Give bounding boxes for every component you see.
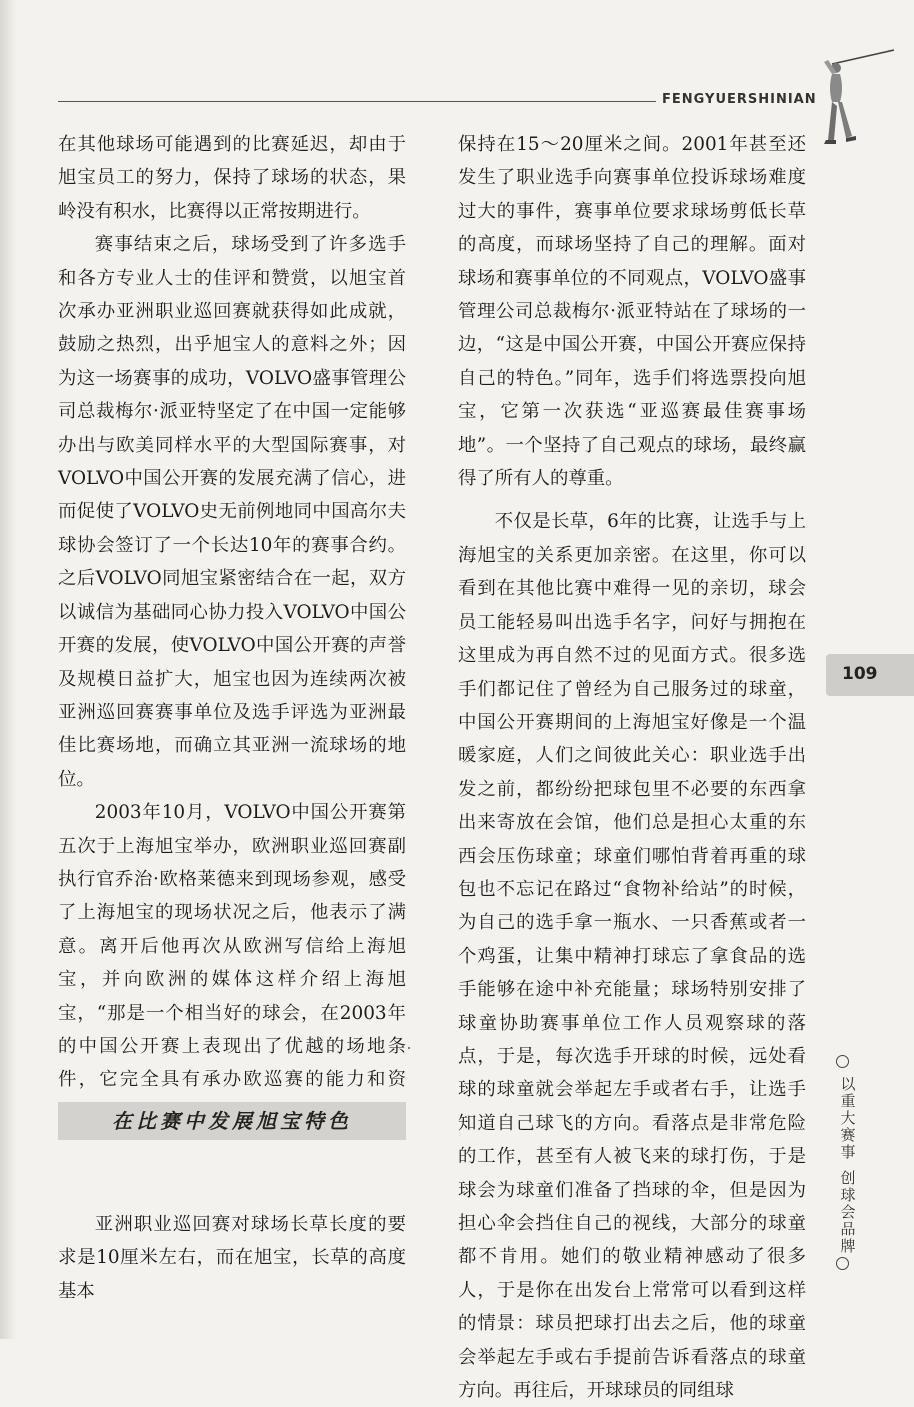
section-heading: 在比赛中发展旭宝特色 xyxy=(58,1102,406,1140)
section-body xyxy=(58,1208,406,1308)
paragraph: 2003年10月，VOLVO中国公开赛第五次于上海旭宝举办，欧洲职业巡回赛副执行官乔治·欧格莱德来到现场参观，感受了上海旭宝的现场状况之后，他表示了满意。离开后他再次从欧洲写信给上海旭宝，并向欧洲的媒体这样介绍上海旭宝，“那是一个相当好的球会，在2003年的中国公开赛上表现出了优越的场地条件，它完全具有承办欧巡赛的能力和资 xyxy=(58,802,406,1091)
circle-ornament-top xyxy=(836,1055,849,1068)
paragraph: 不仅是长草，6年的比赛，让选手与上海旭宝的关系更加亲密。在这里，你可以看到在其他比赛中难得一见的亲切，球会员工能轻易叫出选手名字，问好与拥抱在这里成为再自然不过的见面方式。很多选手们都记住了曾经为自己服务过的球童，中国公开赛期间的上海旭宝好像是一个温暖家庭，人们之间彼此关心：职业选手出发之前，都纷纷把球包里不必要的东西拿出来寄放在会馆，他们总是担心太重的东西会压伤球童；球童们哪怕背着再重的球包也不忘记在路过“食物补给站”的时候，为自己的选手拿一瓶水、一只香蕉或者一个鸡蛋，让集中精神打球忘了拿食品的选手能够在途中补充能量；球场特别安排了球童协助赛事单位工作人员观察球的落点，于是，每次选手开球的时候，远处看球的球童就会举起左手或者右手，让选手知道自己球飞的方向。看落点是非常危险的工作，甚至有人被飞来的球打伤，于是球会为球童们准备了挡球的伞，但是因为担心伞会挡住自己的视线，大部分的球童都不肯用。她们的敬业精神感动了很多人，于是你在出发台上常常可以看到这样的情景：球员把球打出去之后，他的球童会举起左手或右手提前告诉看落点的球童方向。再往后，开球球员的同组球 xyxy=(458,511,806,1402)
side-title-part1: 以 重 大 赛 事 xyxy=(840,1075,856,1161)
right-column xyxy=(458,128,806,1407)
golfer-illustration xyxy=(810,40,900,160)
paragraph: 保持在15～20厘米之间。2001年甚至还发生了职业选手向赛事单位投诉球场难度过大的事件，赛事单位要求球场剪低长草的高度，而球场坚持了自己的理解。面对球场和赛事单位的不同观点，VOLVO盛事管理公司总裁梅尔·派亚特站在了球场的一边，“这是中国公开赛，中国公开赛应保持自己的特色。”同年，选手们将选票投向旭宝，它第一次获选“亚巡赛最佳赛事场地”。一个坚持了自己观点的球场，最终赢得了所有人的尊重。 xyxy=(458,134,806,490)
header-rule xyxy=(58,101,656,102)
side-title-part2: 创 球 会 品 牌 xyxy=(840,1169,856,1255)
ink-dot xyxy=(408,1047,410,1049)
page-number: 109 xyxy=(842,664,878,684)
paragraph: 在其他球场可能遇到的比赛延迟，却由于旭宝员工的努力，保持了球场的状态，果岭没有积水，比赛得以正常按期进行。 xyxy=(58,134,406,222)
paragraph: 亚洲职业巡回赛对球场长草长度的要求是10厘米左右，而在旭宝，长草的高度基本 xyxy=(58,1214,406,1302)
running-title: FENGYUERSHINIAN xyxy=(662,92,817,107)
circle-ornament-bottom xyxy=(836,1257,849,1270)
paragraph: 赛事结束之后，球场受到了许多选手和各方专业人士的佳评和赞赏，以旭宝首次承办亚洲职业巡回赛就获得如此成就，鼓励之热烈，出乎旭宝人的意料之外；因为这一场赛事的成功，VOLVO盛事管理公司总裁梅尔·派亚特坚定了在中国一定能够办出与欧美同样水平的大型国际赛事，对VOLVO中国公开赛的发展充满了信心，进而促使了VOLVO史无前例地同中国高尔夫球协会签订了一个长达10年的赛事合约。之后VOLVO同旭宝紧密结合在一起，双方以诚信为基础同心协力投入VOLVO中国公开赛的发展，使VOLVO中国公开赛的声誉及规模日益扩大，旭宝也因为连续两次被亚洲巡回赛赛事单位及选手评选为亚洲最佳比赛场地，而确立其亚洲一流球场的地位。 xyxy=(58,234,406,790)
left-column xyxy=(58,128,406,1130)
page-spine-shadow xyxy=(0,0,16,1339)
